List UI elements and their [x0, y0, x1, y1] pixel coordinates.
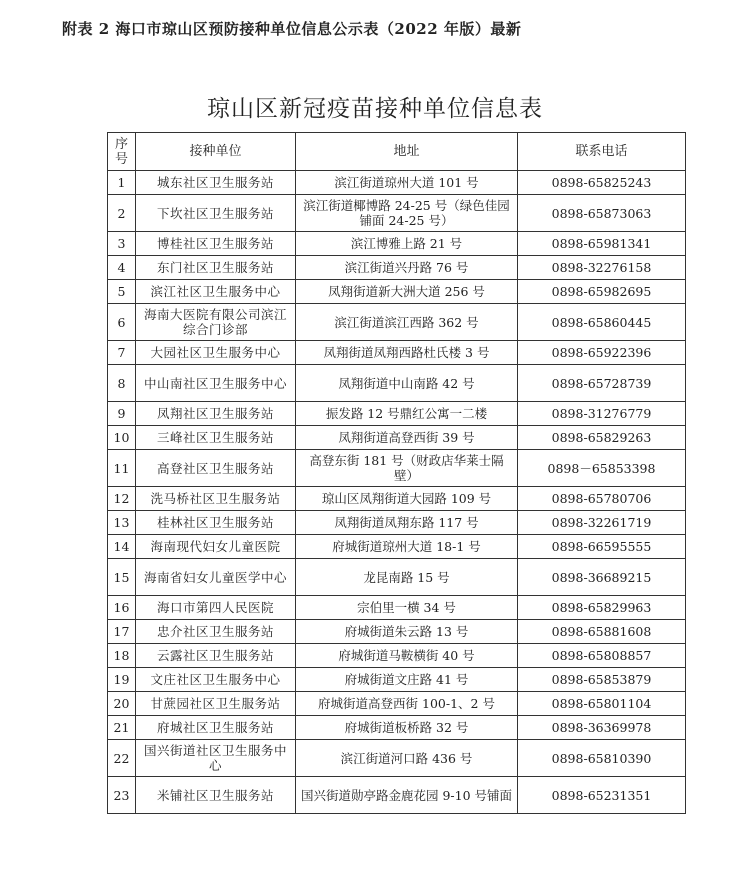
cell-phone: 0898-65780706 [518, 487, 686, 511]
cell-phone: 0898-65728739 [518, 365, 686, 402]
cell-phone: 0898-65825243 [518, 171, 686, 195]
cell-address: 府城街道文庄路 41 号 [296, 668, 518, 692]
table-row [108, 620, 686, 644]
cell-phone: 0898-65873063 [518, 195, 686, 232]
cell-address: 宗伯里一横 34 号 [296, 596, 518, 620]
table-row [108, 304, 686, 341]
cell-address: 府城街道马鞍横街 40 号 [296, 644, 518, 668]
column-header-phone: 联系电话 [518, 133, 686, 171]
cell-unit: 海南省妇女儿童医学中心 [136, 559, 296, 596]
cell-no: 4 [108, 256, 136, 280]
cell-unit: 忠介社区卫生服务站 [136, 620, 296, 644]
table-row [108, 280, 686, 304]
cell-address: 琼山区凤翔街道大园路 109 号 [296, 487, 518, 511]
cell-no: 11 [108, 450, 136, 487]
cell-phone: 0898-36689215 [518, 559, 686, 596]
cell-no: 18 [108, 644, 136, 668]
table-row [108, 535, 686, 559]
table-row [108, 668, 686, 692]
cell-unit: 海南大医院有限公司滨江综合门诊部 [136, 304, 296, 341]
cell-unit: 博桂社区卫生服务站 [136, 232, 296, 256]
cell-no: 16 [108, 596, 136, 620]
cell-phone: 0898-65922396 [518, 341, 686, 365]
cell-unit: 甘蔗园社区卫生服务站 [136, 692, 296, 716]
cell-unit: 凤翔社区卫生服务站 [136, 402, 296, 426]
cell-address: 府城街道板桥路 32 号 [296, 716, 518, 740]
cell-phone: 0898-65801104 [518, 692, 686, 716]
table-row [108, 596, 686, 620]
cell-no: 5 [108, 280, 136, 304]
cell-no: 19 [108, 668, 136, 692]
cell-address: 凤翔街道中山南路 42 号 [296, 365, 518, 402]
cell-no: 3 [108, 232, 136, 256]
cell-unit: 文庄社区卫生服务中心 [136, 668, 296, 692]
cell-address: 振发路 12 号鼎红公寓一二楼 [296, 402, 518, 426]
vaccination-sites-table [107, 132, 686, 814]
cell-address: 凤翔街道凤翔东路 117 号 [296, 511, 518, 535]
cell-unit: 中山南社区卫生服务中心 [136, 365, 296, 402]
table-row [108, 487, 686, 511]
table-row [108, 777, 686, 814]
cell-address: 滨江街道椰博路 24-25 号（绿色佳园铺面 24-25 号） [296, 195, 518, 232]
cell-phone: 0898-65982695 [518, 280, 686, 304]
cell-no: 8 [108, 365, 136, 402]
cell-unit: 云露社区卫生服务站 [136, 644, 296, 668]
cell-phone: 0898-65860445 [518, 304, 686, 341]
cell-no: 15 [108, 559, 136, 596]
cell-no: 10 [108, 426, 136, 450]
cell-phone: 0898-65810390 [518, 740, 686, 777]
table-row [108, 232, 686, 256]
column-header-unit: 接种单位 [136, 133, 296, 171]
cell-address: 滨江街道琼州大道 101 号 [296, 171, 518, 195]
cell-no: 23 [108, 777, 136, 814]
table-row [108, 644, 686, 668]
cell-unit: 东门社区卫生服务站 [136, 256, 296, 280]
cell-no: 14 [108, 535, 136, 559]
cell-address: 滨江街道兴丹路 76 号 [296, 256, 518, 280]
cell-address: 凤翔街道高登西街 39 号 [296, 426, 518, 450]
cell-address: 凤翔街道新大洲大道 256 号 [296, 280, 518, 304]
cell-unit: 下坎社区卫生服务站 [136, 195, 296, 232]
table-row [108, 402, 686, 426]
cell-no: 2 [108, 195, 136, 232]
column-header-address: 地址 [296, 133, 518, 171]
cell-phone: 0898-31276779 [518, 402, 686, 426]
cell-no: 1 [108, 171, 136, 195]
cell-unit: 国兴街道社区卫生服务中心 [136, 740, 296, 777]
cell-unit: 洗马桥社区卫生服务站 [136, 487, 296, 511]
cell-no: 7 [108, 341, 136, 365]
cell-address: 高登东街 181 号（财政店华莱士隔壁） [296, 450, 518, 487]
cell-address: 府城街道朱云路 13 号 [296, 620, 518, 644]
cell-no: 21 [108, 716, 136, 740]
table-row [108, 195, 686, 232]
cell-phone: 0898-32276158 [518, 256, 686, 280]
table-row [108, 716, 686, 740]
cell-phone: 0898-65829963 [518, 596, 686, 620]
column-header-no: 序号 [108, 133, 136, 171]
cell-unit: 三峰社区卫生服务站 [136, 426, 296, 450]
cell-no: 12 [108, 487, 136, 511]
cell-unit: 米铺社区卫生服务站 [136, 777, 296, 814]
cell-address: 国兴街道勋亭路金鹿花园 9-10 号铺面 [296, 777, 518, 814]
table-row [108, 256, 686, 280]
cell-address: 滨江街道滨江西路 362 号 [296, 304, 518, 341]
cell-unit: 高登社区卫生服务站 [136, 450, 296, 487]
cell-unit: 海南现代妇女儿童医院 [136, 535, 296, 559]
cell-no: 22 [108, 740, 136, 777]
table-row [108, 171, 686, 195]
cell-address: 滨江博雅上路 21 号 [296, 232, 518, 256]
cell-phone: 0898-65853879 [518, 668, 686, 692]
table-row [108, 740, 686, 777]
cell-phone: 0898-32261719 [518, 511, 686, 535]
cell-address: 龙昆南路 15 号 [296, 559, 518, 596]
cell-address: 府城街道琼州大道 18-1 号 [296, 535, 518, 559]
cell-no: 17 [108, 620, 136, 644]
cell-phone: 0898-65231351 [518, 777, 686, 814]
cell-address: 府城街道高登西街 100-1、2 号 [296, 692, 518, 716]
table-row [108, 341, 686, 365]
cell-unit: 城东社区卫生服务站 [136, 171, 296, 195]
cell-phone: 0898-66595555 [518, 535, 686, 559]
cell-phone: 0898-65981341 [518, 232, 686, 256]
cell-unit: 海口市第四人民医院 [136, 596, 296, 620]
cell-no: 6 [108, 304, 136, 341]
cell-address: 滨江街道河口路 436 号 [296, 740, 518, 777]
table-row [108, 450, 686, 487]
table-row [108, 365, 686, 402]
cell-phone: 0898-36369978 [518, 716, 686, 740]
table-title: 琼山区新冠疫苗接种单位信息表 [207, 96, 543, 122]
cell-address: 凤翔街道凤翔西路杜氏楼 3 号 [296, 341, 518, 365]
cell-no: 13 [108, 511, 136, 535]
cell-phone: 0898-65808857 [518, 644, 686, 668]
cell-unit: 府城社区卫生服务站 [136, 716, 296, 740]
cell-phone: 0898-65881608 [518, 620, 686, 644]
table-row [108, 511, 686, 535]
cell-unit: 滨江社区卫生服务中心 [136, 280, 296, 304]
table-row [108, 692, 686, 716]
cell-no: 20 [108, 692, 136, 716]
cell-no: 9 [108, 402, 136, 426]
table-row [108, 426, 686, 450]
table-row [108, 559, 686, 596]
cell-phone: 0898-65829263 [518, 426, 686, 450]
cell-unit: 大园社区卫生服务中心 [136, 341, 296, 365]
cell-phone: 0898－65853398 [518, 450, 686, 487]
table-header-row [108, 133, 686, 171]
cell-unit: 桂林社区卫生服务站 [136, 511, 296, 535]
document-header: 附表 2 海口市琼山区预防接种单位信息公示表（2022 年版）最新 [62, 20, 522, 38]
